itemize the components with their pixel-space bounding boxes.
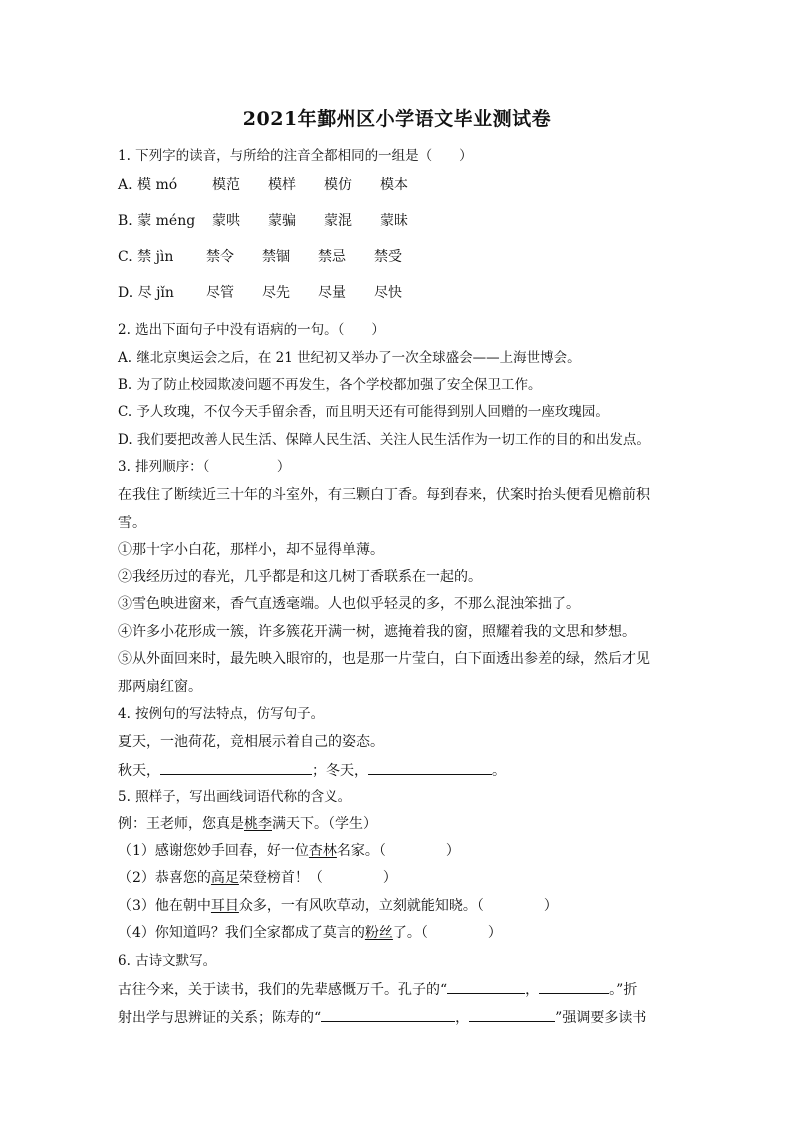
question-2-stem: 2. 选出下面句子中没有语病的一句。（ ） [118,322,385,338]
question-2-option-c: C. 予人玫瑰，不仅今天手留余香，而且明天还有可能得到别人回赠的一座玫瑰园。 [118,404,609,420]
poem-text-end: ”强调要多读书 [555,1010,647,1026]
poem-blank-4[interactable] [469,1007,555,1022]
option-word: 尽先 [262,285,290,301]
question-1-option-c [118,248,402,266]
option-head: A. 模 mó [118,177,178,193]
question-1-stem: 1. 下列字的读音，与所给的注音全都相同的一组是（ ） [118,148,473,164]
poem-text: 射出学与思辨证的关系；陈寿的“ [118,1010,322,1026]
question-1-option-d [118,284,402,302]
option-head: B. 蒙 méng [118,213,196,229]
poem-blank-3[interactable] [321,1007,455,1022]
close-paren: ） [382,870,397,886]
question-5-item-2 [118,869,397,887]
question-3-item-1: ①那十字小白花，那样小，却不显得单薄。 [118,542,384,558]
question-4-stem: 4. 按例句的写法特点，仿写句子。 [118,706,325,722]
question-3-item-5: ⑤从外面回来时，最先映入眼帘的，也是那一片莹白，白下面透出参差的绿，然后才见 [118,651,650,667]
item-text: （1）感谢您妙手回春，好一位 [118,843,309,859]
option-word: 尽量 [318,285,346,301]
semicolon: ； [312,763,326,779]
winter-answer-blank[interactable] [368,760,492,775]
question-3-intro: 在我住了断续近三十年的斗室外，有三颗白丁香。每到春来，伏案时抬头便看见檐前积 [118,487,650,503]
page-title: 2021年鄞州区小学语文毕业测试卷 [242,108,552,130]
item-text: （2）恭喜您的 [118,870,211,886]
question-1-option-a [118,176,408,194]
poem-text: 古往今来，关于读书，我们的先辈感慨万千。孔子的“ [118,982,448,998]
question-1-option-b [118,212,408,230]
question-3-item-3: ③雪色映进窗来，香气直透毫端。人也似乎轻灵的多，不那么混浊笨拙了。 [118,596,580,612]
period: 。 [492,763,506,779]
example-underlined-word: 桃李 [244,816,272,832]
underlined-word: 杏林 [308,843,337,859]
question-5-item-3 [118,897,558,915]
question-3-stem: 3. 排列顺序：（ ） [118,459,291,475]
example-text: 例：王老师，您真是 [118,816,244,832]
item-text-end: 名家。（ [336,843,386,859]
comma: ， [455,1010,470,1026]
option-word: 尽管 [206,285,234,301]
option-word: 禁忌 [318,249,346,265]
option-head: C. 禁 jìn [118,249,174,265]
question-3-item-4: ④许多小花形成一簇，许多簇花开满一树，遮掩着我的窗，照耀着我的文思和梦想。 [118,624,636,640]
question-4-answer-line [118,760,506,780]
item-text: （4）你知道吗？我们全家都成了莫言的 [118,925,365,941]
question-2-option-b: B. 为了防止校园欺凌问题不再发生，各个学校都加强了安全保卫工作。 [118,377,542,393]
example-text-end: 满天下。（学生） [272,816,377,832]
question-3-intro-cont: 雪。 [118,515,146,531]
option-word: 尽快 [374,285,402,301]
option-word: 蒙哄 [212,213,240,229]
option-word: 禁锢 [262,249,290,265]
question-6-line-2 [118,1007,646,1027]
autumn-label: 秋天， [118,763,160,779]
option-word: 模本 [380,177,408,193]
item-text: （3）他在朝中 [118,898,211,914]
option-word: 模仿 [324,177,352,193]
question-5-stem: 5. 照样子，写出画线词语代称的含义。 [118,789,352,805]
question-6-line-1 [118,979,637,999]
question-2-option-a: A. 继北京奥运会之后，在 21 世纪初又举办了一次全球盛会——上海世博会。 [118,350,581,366]
close-paren: ） [543,898,558,914]
comma: ， [525,982,540,998]
poem-blank-1[interactable] [447,979,525,994]
question-5-item-4 [118,924,502,942]
option-word: 蒙昧 [380,213,408,229]
question-5-item-1 [118,842,460,860]
question-4-example: 夏天，一池荷花，竞相展示着自己的姿态。 [118,734,384,750]
option-word: 蒙混 [324,213,352,229]
option-word: 模样 [268,177,296,193]
option-word: 蒙骗 [268,213,296,229]
close-paren: ） [445,843,460,859]
option-head: D. 尽 jǐn [118,285,174,301]
question-5-example [118,815,377,833]
question-6-stem: 6. 古诗文默写。 [118,953,217,969]
item-text-end: 众多，一有风吹草动，立刻就能知晓。（ [238,898,484,914]
question-3-item-5-cont: 那两扇红窗。 [118,679,202,695]
underlined-word: 耳目 [210,898,239,914]
winter-label: 冬天， [326,763,368,779]
close-paren: ） [487,925,502,941]
question-2-option-d: D. 我们要把改善人民生活、保障人民生活、关注人民生活作为一切工作的目的和出发点。 [118,432,650,448]
option-word: 模范 [212,177,240,193]
poem-text-end: 。”折 [609,982,638,998]
item-text-end: 荣登榜首！（ [238,870,323,886]
poem-blank-2[interactable] [539,979,609,994]
underlined-word: 高足 [210,870,239,886]
option-word: 禁受 [374,249,402,265]
question-3-item-2: ②我经历过的春光，几乎都是和这几树丁香联系在一起的。 [118,569,482,585]
autumn-answer-blank[interactable] [160,760,312,775]
option-word: 禁令 [206,249,234,265]
item-text-end: 了。（ [392,925,428,941]
underlined-word: 粉丝 [364,925,393,941]
